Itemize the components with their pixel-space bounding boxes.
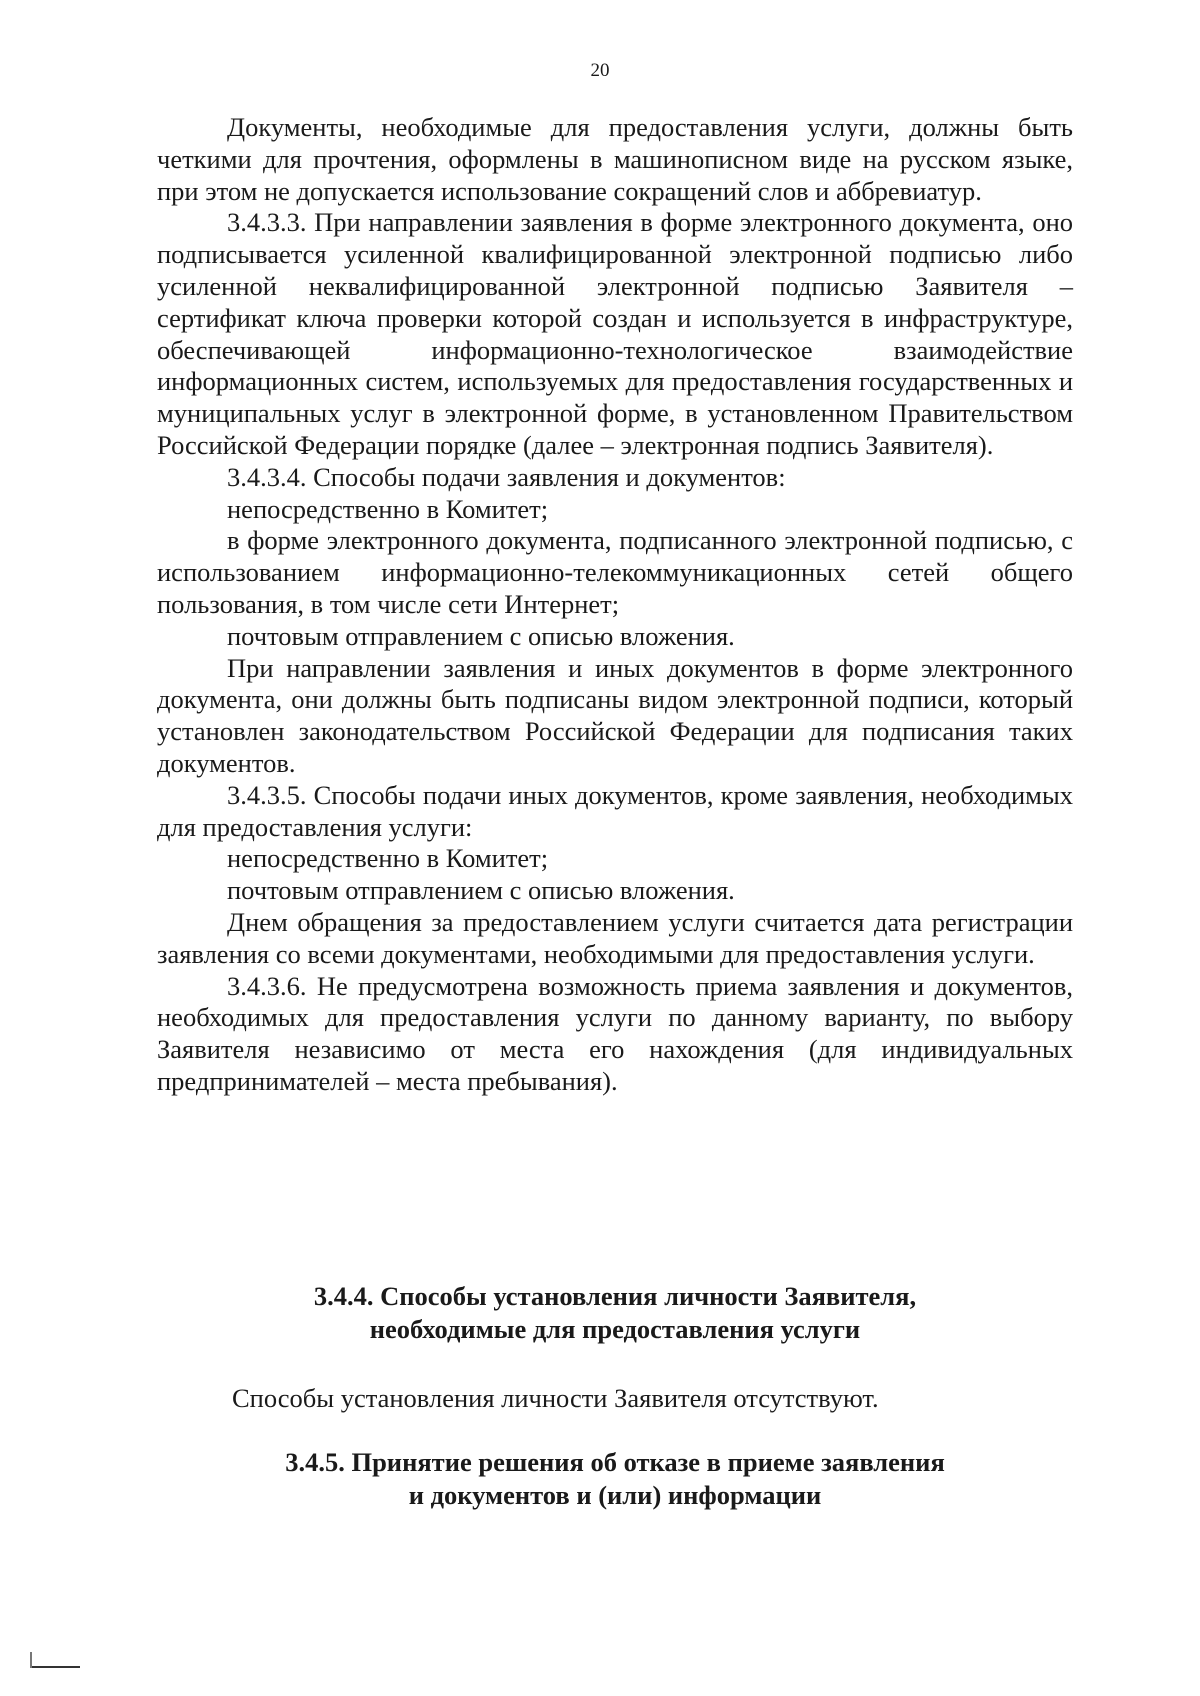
scan-edge-mark [30,1652,32,1668]
heading-line: необходимые для предоставления услуги [369,1314,861,1344]
paragraph: Документы, необходимые для предоставления услуги, должны быть четкими для прочтения, оформлены в машинописном виде на русском языке, при этом не допускается использование сокращений слов и аббревиатур. [157,112,1073,206]
section-3-4-4-text: Способы установления личности Заявителя отсутствуют. [232,1383,879,1413]
section-heading-3-4-5 [157,1446,1073,1512]
paragraph-3-4-3-5: 3.4.3.5. Способы подачи иных документов, кроме заявления, необходимых для предоставления услуги: [157,779,1073,842]
page-number: 20 [590,60,610,81]
list-item: в форме электронного документа, подписанного электронной подписью, с использованием информационно-телекоммуникационных сетей общего пользования, в том числе сети Интернет; [157,525,1073,619]
heading-line: и документов и (или) информации [408,1480,822,1510]
section-heading-3-4-4 [157,1280,1073,1346]
list-item: непосредственно в Комитет; [227,843,549,874]
paragraph: При направлении заявления и иных документов в форме электронного документа, они должны быть подписаны видом электронной подписи, который установлен законодательством Российской Федерации для подписания таких документов. [157,652,1073,778]
list-item: почтовым отправлением с описью вложения. [227,875,735,906]
paragraph-3-4-3-4: 3.4.3.4. Способы подачи заявления и документов: [227,461,786,492]
heading-line: 3.4.5. Принятие решения об отказе в приеме заявления [285,1447,945,1477]
scan-edge-mark [30,1666,80,1668]
document-body [157,112,1073,1098]
list-item: почтовым отправлением с описью вложения. [227,620,735,651]
paragraph: Днем обращения за предоставлением услуги считается дата регистрации заявления со всеми документами, необходимыми для предоставления услуги. [157,906,1073,969]
paragraph-3-4-3-6: 3.4.3.6. Не предусмотрена возможность приема заявления и документов, необходимых для предоставления услуги по данному варианту, по выбору Заявителя независимо от места его нахождения (для индивидуальных предпринимателей – места пребывания). [157,970,1073,1096]
paragraph-3-4-3-3: 3.4.3.3. При направлении заявления в форме электронного документа, оно подписывается усиленной квалифицированной электронной подписью либо усиленной неквалифицированной электронной подписью Заявителя – сертификат ключа проверки которой создан и используется в инфраструктуре, обеспечивающей информационно-технологическое взаимодействие информационных систем, используемых для предоставления государственных и муниципальных услуг в электронной форме, в установленном Правительством Российской Федерации порядке (далее – электронная подпись Заявителя). [157,207,1073,460]
heading-line: 3.4.4. Способы установления личности Заявителя, [313,1281,917,1311]
list-item: непосредственно в Комитет; [227,493,549,524]
